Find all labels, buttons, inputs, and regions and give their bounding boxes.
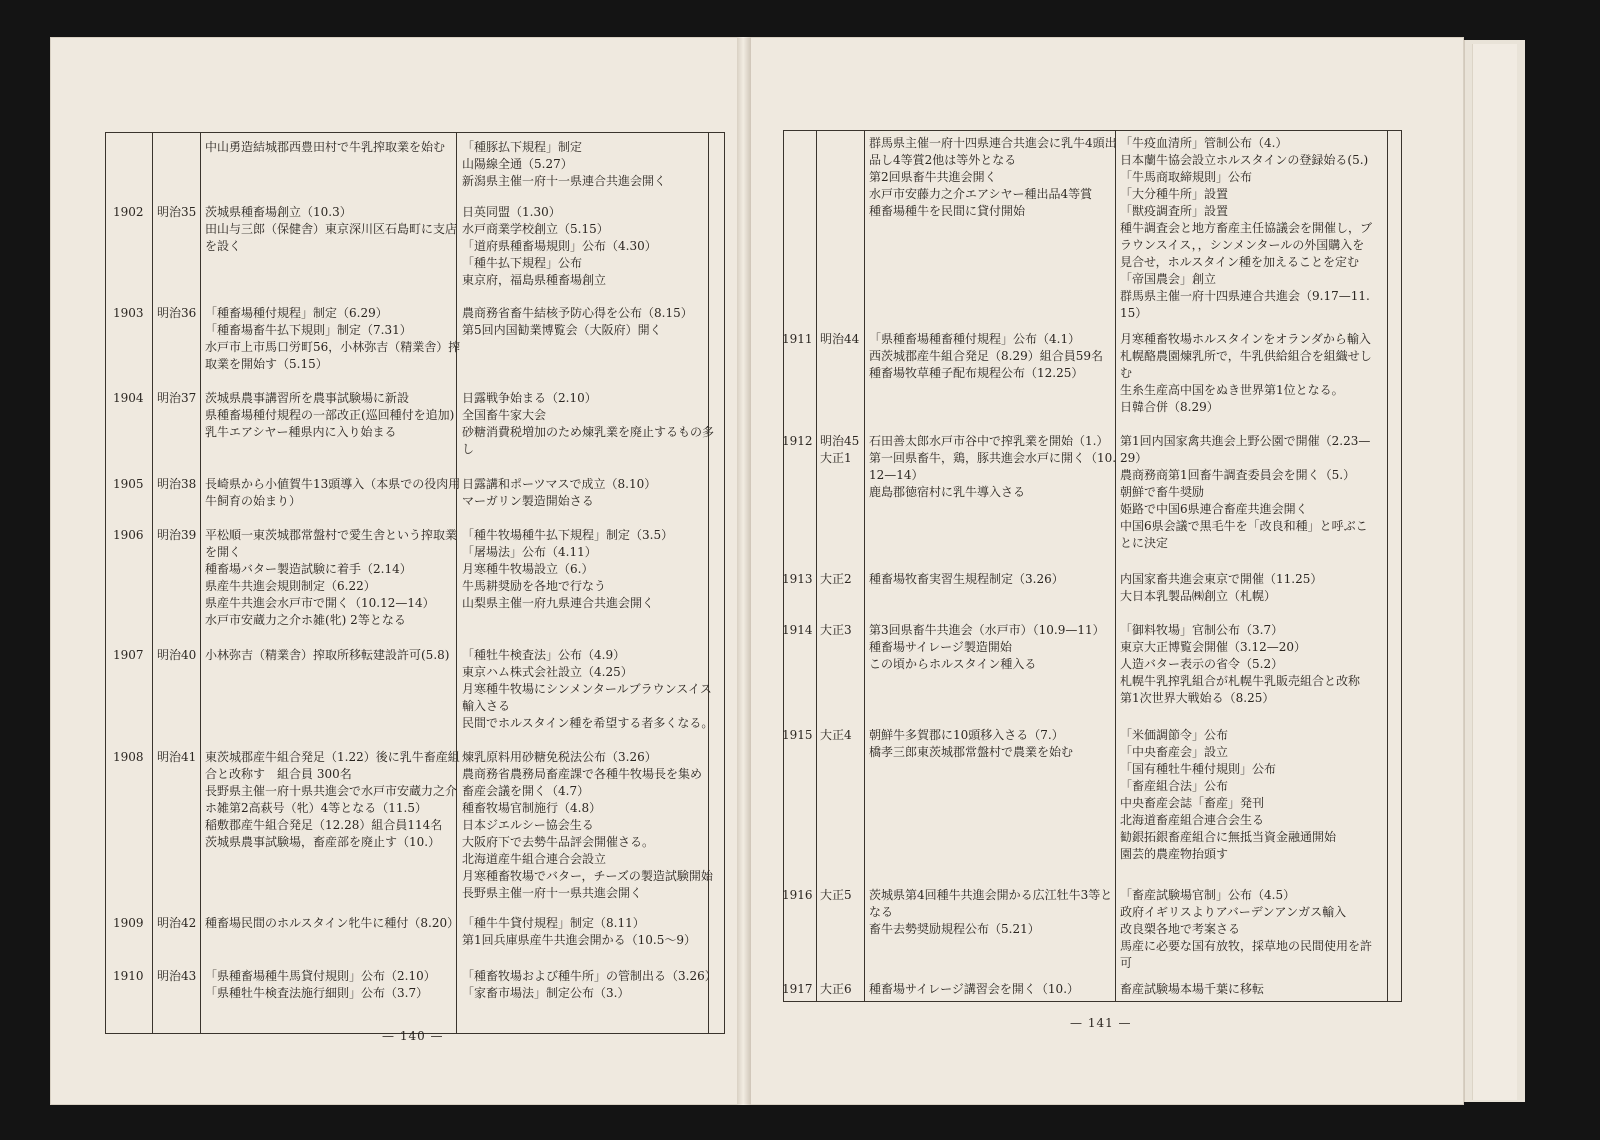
national-events-cell-line: む — [1120, 366, 1133, 380]
local-events-cell-line: 取業を開始す（5.15） — [205, 357, 328, 371]
local-events-cell-line: 合と改称す 組合員 300名 — [205, 767, 352, 781]
national-events-cell-line: 政府イギリスよりアバーデンアンガス輸入 — [1120, 905, 1347, 919]
national-events-cell-line: 見合せ，ホルスタイン種を加えることを定む — [1120, 255, 1360, 269]
national-events-cell — [462, 647, 713, 732]
national-events-cell-line: 「種牛払下規程」公布 — [462, 256, 583, 270]
local-events-cell — [205, 305, 460, 373]
local-events-cell-line: 鹿島郡徳宿村に乳牛導入さる — [869, 485, 1026, 499]
national-events-cell-line: 園芸的農産物抬頭す — [1120, 847, 1229, 861]
national-events-cell-line: 種牛調査会と地方畜産主任協議会を開催し，ブ — [1120, 221, 1373, 235]
local-events-cell-line: 牛飼育の始まり） — [205, 494, 302, 508]
era-cell: 明治38 — [157, 477, 197, 491]
national-events-cell-line: 15） — [1120, 306, 1148, 320]
national-events-cell-line: 東京大正博覧会開催（3.12—20） — [1120, 640, 1306, 654]
local-events-cell-line: 中山勇造結城郡西豊田村で牛乳搾取業を始む — [205, 140, 446, 154]
column-divider — [864, 131, 865, 1001]
era-cell-line: 明治45 — [820, 434, 860, 448]
national-events-cell-line: 生糸生産高中国をぬき世界第1位となる。 — [1120, 383, 1344, 397]
year-cell: 1907 — [113, 648, 144, 662]
national-events-cell-line: 「獣疫調査所」設置 — [1120, 204, 1229, 218]
national-events-cell-line: 朝鮮で畜牛奨励 — [1120, 485, 1205, 499]
era-cell: 明治42 — [157, 916, 197, 930]
national-events-cell-line: 中国6県会議で黒毛牛を「改良和種」と呼ぶこ — [1120, 519, 1368, 533]
local-events-cell-line: 種畜場種牛を民間に貸付開始 — [869, 204, 1026, 218]
national-events-cell-line: 第5回内国勧業博覧会（大阪府）開く — [462, 323, 662, 337]
national-events-cell — [462, 390, 714, 458]
local-events-cell — [869, 331, 1103, 382]
local-events-cell — [205, 527, 457, 629]
national-events-cell-line: 山陽線全通（5.27） — [462, 157, 573, 171]
local-events-cell-line: 県産牛共進会規則制定（6.22） — [205, 579, 376, 593]
national-events-cell-line: 月寒種牛牧場設立（6.） — [462, 562, 594, 576]
national-events-cell-line: 第1回兵庫県産牛共進会開かる（10.5〜9） — [462, 933, 696, 947]
national-events-cell-line: 内国家畜共進会東京で開催（11.25） — [1120, 572, 1323, 586]
national-events-cell-line: 中央畜産会誌「畜産」発刊 — [1120, 796, 1265, 810]
era-cell: 大正4 — [820, 728, 852, 742]
national-events-cell-line: 農商務省農務局畜産課で各種牛牧場長を集め — [462, 767, 703, 781]
national-events-cell-line: 煉乳原料用砂糖免税法公布（3.26） — [462, 750, 657, 764]
national-events-cell-line: 北海道産牛組合連合会設立 — [462, 852, 607, 866]
era-cell: 明治41 — [157, 750, 197, 764]
local-events-cell-line: 県種畜場種付規程の一部改正(巡回種付を追加) — [205, 408, 455, 422]
local-events-cell-line: 第一回県畜牛，鶏，豚共進会水戸に開く（10. — [869, 451, 1117, 465]
national-events-cell-line: 種畜牧場官制施行（4.8） — [462, 801, 602, 815]
national-events-cell-line: 改良槊各地で考案さる — [1120, 922, 1241, 936]
national-events-cell — [1120, 571, 1322, 605]
national-events-cell-line: 「屠場法」公布（4.11） — [462, 545, 597, 559]
local-events-cell-line: を設く — [205, 239, 242, 253]
local-events-cell-line: 橋孝三郎東茨城郡常盤村で農業を始む — [869, 745, 1074, 759]
local-events-cell-line: 平松順一東茨城郡常盤村で愛生舎という搾取業 — [205, 528, 458, 542]
national-events-cell-line: 第1次世界大戦始る（8.25） — [1120, 691, 1275, 705]
column-divider — [152, 133, 153, 1033]
national-events-cell-line: 29） — [1120, 451, 1148, 465]
national-events-cell-line: 日露講和ポーツマスで成立（8.10） — [462, 477, 657, 491]
national-events-cell-line: 月寒種牛牧場にシンメンタールブラウンスイス — [462, 682, 712, 696]
local-events-cell — [869, 433, 1116, 501]
year-cell: 1906 — [113, 528, 144, 542]
national-events-cell — [462, 527, 673, 612]
local-events-cell-line: 県産牛共進会水戸市で開く（10.12—14） — [205, 596, 435, 610]
local-events-cell — [205, 647, 449, 664]
local-events-cell-line: 「種畜場畜牛払下規則」制定（7.31） — [205, 323, 412, 337]
national-events-cell-line: 畜産会議を開く（4.7） — [462, 784, 590, 798]
local-events-cell-line: 群馬県主催一府十四県連合共進会に乳牛4頭出 — [869, 136, 1117, 150]
era-cell: 明治39 — [157, 528, 197, 542]
era-cell — [820, 433, 859, 467]
local-events-cell-line: 石田善太郎水戸市谷中で搾乳業を開始（1.） — [869, 434, 1109, 448]
national-events-cell — [1120, 135, 1372, 322]
local-events-cell-line: 12—14） — [869, 468, 924, 482]
national-events-cell-line: 北海道畜産組合連合会生る — [1120, 813, 1265, 827]
era-cell: 大正2 — [820, 572, 852, 586]
local-events-cell-line: 小林弥吉（精業舎）搾取所移転建設許可(5.8) — [205, 648, 450, 662]
local-events-cell — [869, 887, 1112, 938]
local-events-cell-line: 品し4等賞2他は等外となる — [869, 153, 1017, 167]
year-cell: 1910 — [113, 969, 144, 983]
national-events-cell — [462, 749, 713, 902]
national-events-cell — [462, 915, 696, 949]
national-events-cell-line: 札幌酪農園煉乳所で，牛乳供給組合を組織せし — [1120, 349, 1372, 363]
national-events-cell-line: 「牛馬商取締規則」公布 — [1120, 170, 1253, 184]
column-divider — [816, 131, 817, 1001]
local-events-cell-line: この頃からホルスタイン種入る — [869, 657, 1037, 671]
local-events-cell-line: 田山与三郎（保健舎）東京深川区石島町に支店 — [205, 222, 458, 236]
national-events-cell-line: 東京府，福島県種畜場創立 — [462, 273, 607, 287]
national-events-cell-line: 東京ハム株式会社設立（4.25） — [462, 665, 633, 679]
national-events-cell-line: 山梨県主催一府九県連合共進会開く — [462, 596, 655, 610]
local-events-cell — [205, 139, 445, 156]
local-events-cell-line: 乳牛エアシヤー種県内に入り始まる — [205, 425, 397, 439]
local-events-cell-line: 長野県主催一府十県共進会で水戸市安蔵力之介 — [205, 784, 458, 798]
year-cell: 1914 — [782, 623, 813, 637]
local-events-cell-line: 「県種畜場種牛馬貸付規則」公布（2.10） — [205, 969, 436, 983]
national-events-cell — [1120, 727, 1336, 863]
local-events-cell-line: 第3回県畜牛共進会（水戸市）（10.9—11） — [869, 623, 1105, 637]
national-events-cell-line: 月寒種畜牧場でバター，チーズの製造試験開始 — [462, 869, 713, 883]
national-events-cell-line: 輸入さる — [462, 699, 511, 713]
local-events-cell — [205, 968, 436, 1002]
local-events-cell-line: 水戸市安藤力之介エアシヤー種出品4等賞 — [869, 187, 1093, 201]
column-divider — [200, 133, 201, 1033]
chronology-table-right — [783, 130, 1402, 1002]
local-events-cell — [205, 915, 459, 932]
national-events-cell — [1120, 887, 1372, 972]
page-number-right: — 141 — — [1070, 1016, 1132, 1030]
national-events-cell-line: 姫路で中国6県連合畜産共進会開く — [1120, 502, 1308, 516]
year-cell: 1912 — [782, 434, 813, 448]
national-events-cell-line: 「種牛牛貸付規程」制定（8.11） — [462, 916, 645, 930]
national-events-cell-line: 牛馬耕奨励を各地で行なう — [462, 579, 607, 593]
national-events-cell-line: 畜産試験場本場千葉に移転 — [1120, 982, 1265, 996]
national-events-cell — [462, 968, 717, 1002]
book-spine — [737, 37, 751, 1105]
year-cell: 1915 — [782, 728, 813, 742]
local-events-cell-line: なる — [869, 905, 894, 919]
local-events-cell — [205, 390, 454, 441]
national-events-cell-line: 農商務省畜牛結核予防心得を公布（8.15） — [462, 306, 693, 320]
national-events-cell-line: 農商務商第1回畜牛調査委員会を開く（5.） — [1120, 468, 1356, 482]
national-events-cell-line: 日本蘭牛協会設立ホルスタインの登録始る(5.) — [1120, 153, 1369, 167]
national-events-cell — [462, 305, 693, 339]
year-cell: 1903 — [113, 306, 144, 320]
national-events-cell-line: 群馬県主催一府十四県連合共進会（9.17—11. — [1120, 289, 1370, 303]
national-events-cell-line: 「種牡牛検査法」公布（4.9） — [462, 648, 626, 662]
local-events-cell-line: 東茨城郡産牛組合発足（1.22）後に乳牛畜産組 — [205, 750, 460, 764]
local-events-cell-line: 種畜場サイレージ講習会を開く（10.） — [869, 982, 1080, 996]
national-events-cell-line: 砂糖消費税増加のため煉乳業を廃止するもの多 — [462, 425, 715, 439]
era-cell: 明治43 — [157, 969, 197, 983]
national-events-cell-line: 札幌牛乳搾乳組合が札幌牛乳販売組合と改称 — [1120, 674, 1361, 688]
local-events-cell — [869, 135, 1117, 220]
year-cell: 1913 — [782, 572, 813, 586]
local-events-cell — [869, 622, 1105, 673]
year-cell: 1909 — [113, 916, 144, 930]
national-events-cell-line: 馬産に必要な国有放牧，採草地の民間使用を許 — [1120, 939, 1373, 953]
national-events-cell-line: 「米価調節令」公布 — [1120, 728, 1229, 742]
national-events-cell — [1120, 331, 1372, 416]
national-events-cell-line: 全国畜牛家大会 — [462, 408, 547, 422]
national-events-cell-line: 勧銀拓銀畜産組合に無抵当資金融通開始 — [1120, 830, 1337, 844]
year-cell: 1904 — [113, 391, 144, 405]
local-events-cell-line: 茨城県第4回種牛共進会開かる広江牡牛3等と — [869, 888, 1113, 902]
local-events-cell-line: 「種畜場種付規程」制定（6.29） — [205, 306, 388, 320]
local-events-cell-line: 「県種畜場種畜種付規程」公布（4.1） — [869, 332, 1081, 346]
national-events-cell-line: 「国有種牡牛種付規則」公布 — [1120, 762, 1277, 776]
national-events-cell-line: 「家畜市場法」制定公布（3.） — [462, 986, 630, 1000]
local-events-cell — [869, 727, 1073, 761]
local-events-cell-line: 茨城県農事試験場，畜産部を廃止す（10.） — [205, 835, 441, 849]
national-events-cell-line: 日英同盟（1.30） — [462, 205, 561, 219]
local-events-cell-line: 種畜場民間のホルスタイン牝牛に種付（8.20） — [205, 916, 460, 930]
local-events-cell-line: 「県種牡牛検査法施行細則」公布（3.7） — [205, 986, 429, 1000]
local-events-cell-line: 種畜場サイレージ製造開始 — [869, 640, 1012, 654]
column-divider — [1115, 131, 1116, 1001]
national-events-cell-line: 月寒種畜牧場ホルスタインをオランダから輸入 — [1120, 332, 1371, 346]
era-cell: 大正5 — [820, 888, 852, 902]
national-events-cell — [462, 204, 657, 289]
national-events-cell-line: ラウンスイス，，シンメンタールの外国購入を — [1120, 238, 1365, 252]
national-events-cell-line: 大阪府下で去勢牛品評会開催さる。 — [462, 835, 655, 849]
local-events-cell-line: 畜牛去勢奨励規程公布（5.21） — [869, 922, 1040, 936]
local-events-cell-line: 朝鮮牛多賀郡に10頭移入さる（7.） — [869, 728, 1064, 742]
national-events-cell-line: マーガリン製造開始さる — [462, 494, 594, 508]
national-events-cell-line: 大日本乳製品㈱創立（札幌） — [1120, 589, 1277, 603]
era-cell: 明治37 — [157, 391, 197, 405]
year-cell: 1916 — [782, 888, 813, 902]
era-cell: 大正3 — [820, 623, 852, 637]
page-edges-inner — [1472, 44, 1517, 1100]
national-events-cell-line: 日本ジエルシー協会生る — [462, 818, 594, 832]
national-events-cell-line: 日露戦争始まる（2.10） — [462, 391, 597, 405]
national-events-cell-line: 「道府県種畜場規則」公布（4.30） — [462, 239, 657, 253]
national-events-cell-line: 「御料牧場」官制公布（3.7） — [1120, 623, 1284, 637]
local-events-cell-line: 種畜場バター製造試験に着手（2.14） — [205, 562, 412, 576]
national-events-cell-line: とに決定 — [1120, 536, 1169, 550]
local-events-cell — [205, 476, 460, 510]
national-events-cell-line: 「帝国農会」創立 — [1120, 272, 1217, 286]
local-events-cell-line: 西茨城郡産牛組合発足（8.29）組合員59名 — [869, 349, 1103, 363]
national-events-cell-line: し — [462, 442, 475, 456]
era-cell: 明治35 — [157, 205, 197, 219]
local-events-cell-line: 種畜場牧畜実習生規程制定（3.26） — [869, 572, 1064, 586]
national-events-cell-line: 「大分種牛所」設置 — [1120, 187, 1229, 201]
national-events-cell-line: 「種畜牧場および種牛所」の管制出る（3.26） — [462, 969, 717, 983]
local-events-cell-line: 茨城県種畜場創立（10.3） — [205, 205, 352, 219]
era-cell: 明治36 — [157, 306, 197, 320]
local-events-cell-line: 第2回県畜牛共進会開く — [869, 170, 997, 184]
national-events-cell — [1120, 433, 1370, 552]
local-events-cell — [869, 571, 1064, 588]
era-cell: 明治40 — [157, 648, 197, 662]
local-events-cell — [205, 749, 460, 851]
era-cell: 明治44 — [820, 332, 860, 346]
national-events-cell-line: 長野県主催一府十一県共進会開く — [462, 886, 643, 900]
local-events-cell-line: 茨城県農事講習所を農事試験場に新設 — [205, 391, 410, 405]
national-events-cell-line: 人造バター表示の省令（5.2） — [1120, 657, 1284, 671]
year-cell: 1902 — [113, 205, 144, 219]
national-events-cell-line: 可 — [1120, 956, 1133, 970]
national-events-cell-line: 日韓合併（8.29） — [1120, 400, 1219, 414]
national-events-cell-line: 民間でホルスタイン種を希望する者多くなる。 — [462, 716, 714, 730]
chronology-table-left — [105, 132, 725, 1034]
national-events-cell — [1120, 622, 1360, 707]
local-events-cell — [205, 204, 457, 255]
national-events-cell-line: 水戸商業学校創立（5.15） — [462, 222, 609, 236]
column-divider — [1387, 131, 1388, 1001]
local-events-cell-line: 長崎県から小値賀牛13頭導入（本県での役肉用 — [205, 477, 461, 491]
national-events-cell — [1120, 981, 1264, 998]
national-events-cell-line: 新潟県主催一府十一県連合共進会開く — [462, 174, 667, 188]
year-cell: 1911 — [782, 332, 813, 346]
national-events-cell-line: 「畜産組合法」公布 — [1120, 779, 1229, 793]
year-cell: 1908 — [113, 750, 144, 764]
national-events-cell-line: 第1回内国家禽共進会上野公園で開催（2.23— — [1120, 434, 1371, 448]
local-events-cell-line: 水戸市上市馬口労町56，小林弥吉（精業舎）搾 — [205, 340, 461, 354]
local-events-cell — [869, 981, 1079, 998]
national-events-cell — [462, 476, 656, 510]
year-cell: 1917 — [782, 982, 813, 996]
era-cell-line: 大正1 — [820, 451, 852, 465]
national-events-cell — [462, 139, 666, 190]
local-events-cell-line: 稲敷郡産牛組合発足（12.28）組合員114名 — [205, 818, 443, 832]
national-events-cell-line: 「中央畜産会」設立 — [1120, 745, 1229, 759]
era-cell: 大正6 — [820, 982, 852, 996]
national-events-cell-line: 「牛疫血清所」管制公布（4.） — [1120, 136, 1288, 150]
year-cell: 1905 — [113, 477, 144, 491]
national-events-cell-line: 「畜産試験場官制」公布（4.5） — [1120, 888, 1296, 902]
local-events-cell-line: を開く — [205, 545, 242, 559]
local-events-cell-line: 種畜場牧草種子配布規程公布（12.25） — [869, 366, 1084, 380]
national-events-cell-line: 「種牛牧場種牛払下規程」制定（3.5） — [462, 528, 674, 542]
local-events-cell-line: ホ雑第2高萩号（牝）4等となる（11.5） — [205, 801, 427, 815]
page-number-left: — 140 — — [382, 1029, 444, 1043]
national-events-cell-line: 「種豚払下規程」制定 — [462, 140, 583, 154]
local-events-cell-line: 水戸市安蔵力之介ホ雑(牝) 2等となる — [205, 613, 406, 627]
